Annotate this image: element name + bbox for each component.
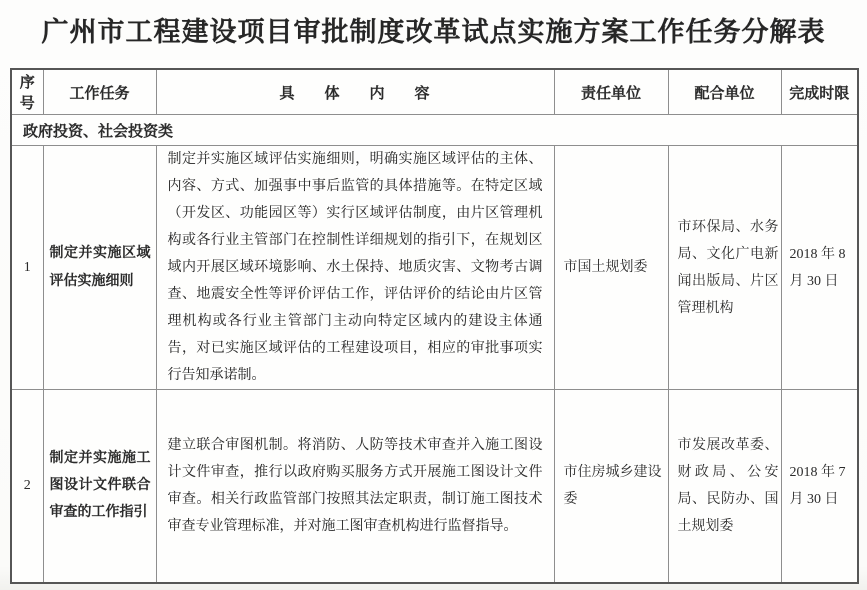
col-header-content: 具体内容 [156, 69, 554, 115]
deadline-cell: 2018 年 8 月 30 日 [781, 146, 858, 390]
page-title: 广州市工程建设项目审批制度改革试点实施方案工作任务分解表 [41, 17, 826, 47]
responsible-cell: 市住房城乡建设委 [554, 390, 668, 583]
col-header-deadline: 完成时限 [781, 69, 858, 115]
deadline-cell: 2018 年 7 月 30 日 [781, 390, 858, 583]
task-cell: 制定并实施施工图设计文件联合审查的工作指引 [43, 390, 156, 583]
serial-cell: 1 [11, 146, 43, 390]
responsible-cell: 市国土规划委 [554, 146, 668, 390]
task-cell: 制定并实施区域评估实施细则 [43, 146, 156, 390]
table-header-row [11, 69, 858, 115]
table-row [11, 146, 858, 390]
serial-cell: 2 [11, 390, 43, 583]
col-header-serial: 序号 [11, 69, 43, 115]
section-row [11, 115, 858, 146]
content-cell: 制定并实施区域评估实施细则，明确实施区域评估的主体、内容、方式、加强事中事后监管的具体措施等。在特定区域（开发区、功能园区等）实行区域评估制度，由片区管理机构或各行业主管部门在控制性详细规划的指引下，在规划区域内开展区域环境影响、水土保持、地质灾害、文物考古调查、地震安全性等评价评估工作，评估评价的结论由片区管理机构或各行业主管部门主动向特定区域内的建设主体通告，对已实施区域评估的工程建设项目，相应的审批事项实行告知承诺制。 [156, 146, 554, 390]
col-header-responsible: 责任单位 [554, 69, 668, 115]
col-header-cooperating: 配合单位 [668, 69, 781, 115]
cooperating-cell: 市发展改革委、财政局、公安局、民防办、国土规划委 [668, 390, 781, 583]
col-header-task: 工作任务 [43, 69, 156, 115]
task-breakdown-table [10, 68, 859, 584]
cooperating-cell: 市环保局、水务局、文化广电新闻出版局、片区管理机构 [668, 146, 781, 390]
table-row [11, 390, 858, 583]
section-label: 政府投资、社会投资类 [11, 115, 858, 146]
content-cell: 建立联合审图机制。将消防、人防等技术审查并入施工图设计文件审查，推行以政府购买服务方式开展施工图设计文件审查。相关行政监管部门按照其法定职责，制订施工图技术审查专业管理标准，并对施工图审查机构进行监督指导。 [156, 390, 554, 583]
